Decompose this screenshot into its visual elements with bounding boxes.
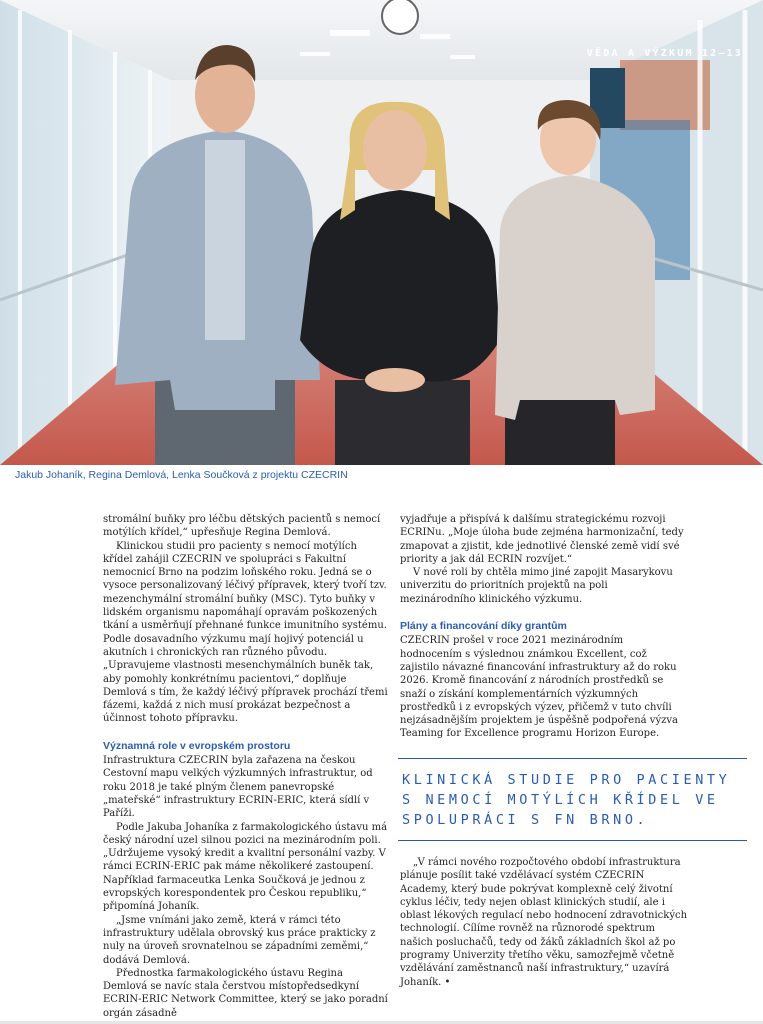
hallway-photo-illustration bbox=[0, 0, 763, 465]
section-label: VĚDA A VÝZKUM 12–13 bbox=[586, 48, 743, 59]
section-heading: Významná role v evropském prostoru bbox=[103, 739, 291, 752]
closing-quote bbox=[400, 856, 690, 989]
paragraph: Přednostka farmakologického ústavu Regina Demlová se navíc stala čerstvou místopředsedkyní ECRIN-ERIC Network Committee, který se jako poradní orgán zásadně bbox=[103, 967, 388, 1019]
paragraph: CZECRIN prošel v roce 2021 mezinárodním hodnocením s výslednou známkou Excellent, což zajistilo návazné financování infrastruktury až do roku 2026. Kromě financování z národních prostředků se snaží o získání komplementárních výzkumných prostředků i z evropských výzev, přičemž v tuto chvíli nejzásadnějším projektem je úspěšně podpořená výzva Teaming for Excellence programu Horizon Europe. bbox=[400, 635, 678, 740]
right-column bbox=[400, 513, 685, 741]
left-column bbox=[103, 513, 388, 1020]
paragraph: „V rámci nového rozpočtového období infrastruktura plánuje posílit také vzdělávací systém CZECRIN Academy, který bude pokrývat komplexně celý životní cyklus léčiv, tedy nejen oblast klinických studií, ale i oblast lékových regulací nebo hodnocení zdravotnických technologií. Cílíme rovněž na různorodé spektrum našich posluchačů, tedy od žáků základních škol až po programy Univerzity třetího věku, samozřejmě včetně vzdělávání zaměstnanců naší infrastruktury,“ uzavírá Johaník. • bbox=[400, 857, 688, 988]
pull-quote: KLINICKÁ STUDIE PRO PACIENTY S NEMOCÍ MOTÝLÍCH KŘÍDEL VE SPOLUPRÁCI S FN BRNO. bbox=[398, 758, 747, 841]
paragraph: „Jsme vnímáni jako země, která v rámci této infrastruktury udělala obrovský kus práce prakticky z nuly na úroveň srovnatelnou se západními zeměmi,“ dodává Demlová. bbox=[103, 914, 376, 966]
paragraph: Podle Jakuba Johaníka z farmakologického ústavu má český národní uzel silnou pozici na mezinárodním poli. „Udržujeme vysoký kredit a kvalitní personální vazby. V rámci ECRIN-ERIC pak máme několikeré zastoupení. Například farmaceutka Lenka Součková je jednou z evropských korespondentek pro Českou republiku,“ připomíná Johaník. bbox=[103, 821, 388, 913]
paragraph: stromální buňky pro léčbu dětských pacientů s nemocí motýlích křídel,“ upřesňuje Regina Demlová. bbox=[103, 514, 381, 539]
photo-caption: Jakub Johaník, Regina Demlová, Lenka Součková z projektu CZECRIN bbox=[15, 469, 348, 481]
paragraph: Infrastruktura CZECRIN byla zařazena na českou Cestovní mapu velkých výzkumných infrastruktur, od roku 2018 je také plným členem panevropské „mateřské“ infrastruktury ECRIN-ERIC, která sídlí v Paříži. bbox=[103, 755, 373, 820]
paragraph: V nové roli by chtěla mimo jiné zapojit Masarykovu univerzitu do prioritních projektů na poli mezinárodního klinického výzkumu. bbox=[400, 567, 673, 605]
section-heading: Plány a financování díky grantům bbox=[400, 620, 567, 633]
hero-photo bbox=[0, 0, 763, 465]
paragraph: vyjadřuje a přispívá k dalšímu strategickému rozvoji ECRINu. „Moje úloha bude zejména harmonizační, tedy zmapovat a zjistit, kde jednotlivé členské země vidí své priority a jak dál ECRIN rozvíjet.“ bbox=[400, 514, 684, 565]
paragraph: Klinickou studii pro pacienty s nemocí motýlích křídel zahájil CZECRIN ve spolupráci s Fakultní nemocnicí Brno na podzim loňského roku. Jedná se o vysoce personalizovaný léčivý přípravek, který tvoří tzv. mezenchymální stromální buňky (MSC). Tyto buňky v lidském organismu napomáhají opravám poškozených tkání a usměrňují přehnané funkce imunitního systému. Podle dosavadního výzkumu mají hojivý potenciál u akutních i chronických ran různého původu. „Upravujeme vlastnosti mesenchymálních buněk tak, aby pomohly konkrétnímu pacientovi,“ doplňuje Demlová s tím, že každý léčivý přípravek prochází třemi fázemi, každá z nich musí prokázat bezpečnost a účinnost tohoto přípravku. bbox=[103, 540, 388, 725]
